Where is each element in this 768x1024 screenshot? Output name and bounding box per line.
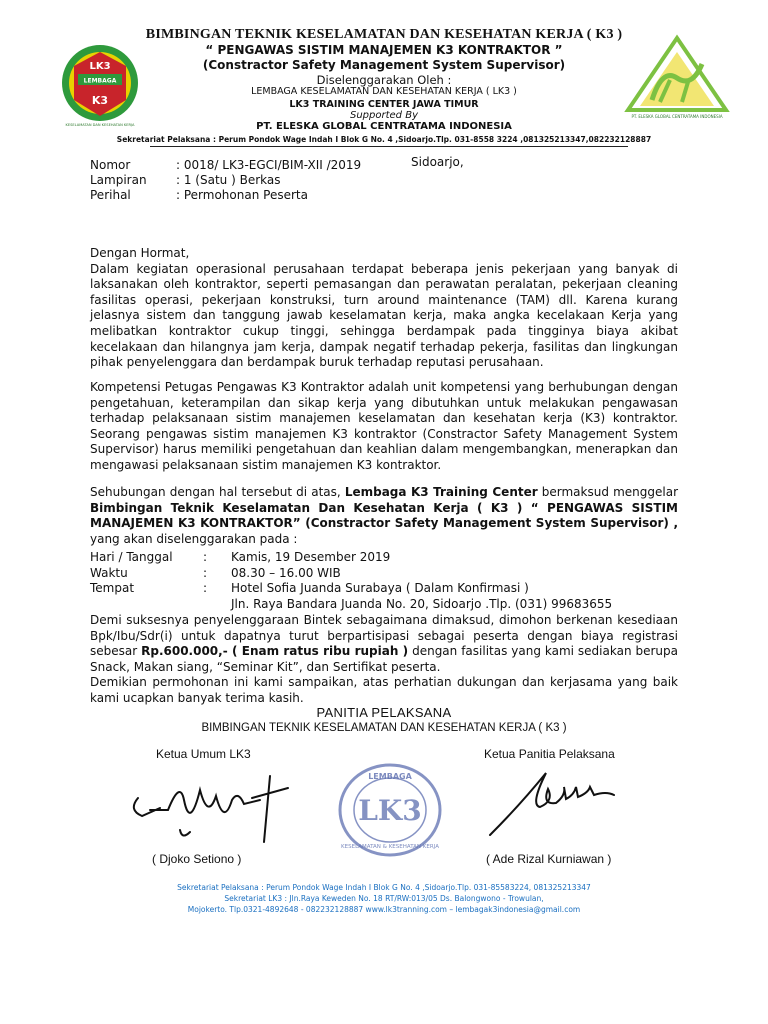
left-signer-name: ( Djoko Setiono ) <box>152 852 242 866</box>
paragraph-3-block <box>90 485 678 547</box>
header-divider <box>150 146 628 147</box>
stamp-center-text: LK3 <box>358 794 422 827</box>
footer-line-3: Mojokerto. Tlp.0321-4892648 - 082232128887 www.lk3tranning.com – lembagak3indonesia@gmail.com <box>187 905 581 914</box>
logo-left-bottom: K3 <box>91 94 109 107</box>
paragraph-3 <box>90 485 678 547</box>
nomor-label: Nomor <box>90 158 131 172</box>
header-title: BIMBINGAN TEKNIK KESELAMATAN DAN KESEHATAN KERJA ( K3 ) <box>145 27 623 42</box>
paragraph-4-block <box>90 613 678 707</box>
header-organized-by: Diselenggarakan Oleh : <box>316 73 452 87</box>
letter-place: Sidoarjo, <box>411 155 464 169</box>
p4-a: Demi suksesnya penyelenggaraan Bintek sebagaimana dimaksud, dimohon berkenan kesediaan Bpk/Ibu/Sdr(i) untuk dapatnya turut berpartisipasi sebagai peserta dengan biaya registrasi sebesar <box>90 613 678 659</box>
left-signature <box>120 770 290 850</box>
stamp-top-text: LEMBAGA <box>368 772 412 781</box>
schedule-colon-2: : <box>203 566 208 580</box>
schedule-place-value-2: Jln. Raya Bandara Juanda No. 20, Sidoarjo .Tlp. (031) 99683655 <box>231 597 613 611</box>
header-supporter: PT. ELESKA GLOBAL CENTRATAMA INDONESIA <box>256 121 512 132</box>
schedule-day-label: Hari / Tanggal <box>90 550 173 564</box>
letter-body <box>90 246 678 371</box>
perihal-value: : Permohonan Peserta <box>176 188 308 202</box>
paragraph-2: Kompetensi Petugas Pengawas K3 Kontraktor adalah unit kompetensi yang berhubungan dengan pengetahuan, keterampilan dan sikap kerja yang dibutuhkan untuk melakukan pengawasan terhadap pelaksanaan sistim manajemen keselamatan dan kesehatan kerja (K3) kontraktor. Seorang pengawas sistim manajemen K3 kontraktor (Constractor Safety Management System Supervisor) harus memiliki pengetahuan dan keahlian dalam mengembangkan, menerapkan dan mengawasi pelaksanaan sistim manajemen K3 kontraktor. <box>90 380 678 472</box>
schedule-colon-3: : <box>203 581 208 595</box>
p3-a: Sehubungan dengan hal tersebut di atas, <box>90 485 345 499</box>
logo-left-text: LK3 <box>89 61 111 72</box>
right-signature <box>480 765 620 845</box>
footer-line-1: Sekretariat Pelaksana : Perum Pondok Wage Indah I Blok G No. 4 ,Sidoarjo.Tlp. 031-85583224, 081325213347 <box>177 883 591 892</box>
p4-fee: Rp.600.000,- ( Enam ratus ribu rupiah ) <box>141 644 409 659</box>
official-stamp <box>335 760 445 860</box>
paragraph-4 <box>90 613 678 675</box>
stamp-ring-text: KESELAMATAN & KESEHATAN KERJA <box>341 844 439 850</box>
logo-right-ring: PT. ELESKA GLOBAL CENTRATAMA INDONESIA <box>631 114 723 119</box>
nomor-value: : 0018/ LK3-EGCI/BIM-XII /2019 <box>176 158 362 172</box>
schedule-colon-1: : <box>203 550 208 564</box>
footer-line-2: Sekretariat LK3 : Jln.Raya Keweden No. 18 RT/RW:013/05 Ds. Balongwono - Trowulan, <box>224 894 544 903</box>
perihal-label: Perihal <box>90 188 131 202</box>
schedule-time-value: 08.30 – 16.00 WIB <box>231 566 341 580</box>
schedule-time-label: Waktu <box>90 566 128 580</box>
logo-left-sub: LEMBAGA <box>83 77 117 85</box>
header-org-center: LK3 TRAINING CENTER JAWA TIMUR <box>289 99 479 110</box>
committee-title: PANITIA PELAKSANA <box>316 705 452 720</box>
committee-subtitle: BIMBINGAN TEKNIK KESELAMATAN DAN KESEHATAN KERJA ( K3 ) <box>201 722 567 734</box>
greeting: Dengan Hormat, <box>90 246 190 260</box>
lampiran-label: Lampiran <box>90 173 147 187</box>
p3-c: bermaksud menggelar <box>537 485 678 499</box>
right-signer-title: Ketua Panitia Pelaksana <box>484 747 615 761</box>
paragraph-2-block <box>90 380 678 474</box>
p3-org: Lembaga K3 Training Center <box>344 485 538 499</box>
paragraph-1: Dalam kegiatan operasional perusahaan terdapat beberapa jenis pekerjaan yang banyak di laksanakan oleh kontraktor, seperti pemasangan dan perawatan peralatan, pekerjaan cleaning fasilitas operasi, pekerjaan konstruksi, turn around maintenance (TAM) dll. Karena kurang jelasnya sistem dan tanggung jawab keselamatan kerja, maka angka kecelakaan Kerja yang melibatkan kontraktor cukup tinggi, sehingga berdampak pada tingginya biaya akibat kecelakaan dan hilangnya jam kerja, dampak negatif terhadap pekerja, fasilitas dan lingkungan pihak penyelenggara dan berdampak buruk terhadap reputasi perusahaan. <box>90 261 678 370</box>
p4-c: dengan fasilitas yang kami sediakan berupa Snack, Makan siang, “Seminar Kit”, dan Sertifikat peserta. <box>90 644 678 674</box>
schedule-place-value: Hotel Sofia Juanda Surabaya ( Dalam Konfirmasi ) <box>231 581 529 595</box>
logo-left-ring: KESELAMATAN DAN KESEHATAN KERJA <box>65 123 135 127</box>
header-supported-by: Supported By <box>350 110 418 121</box>
left-signer-title: Ketua Umum LK3 <box>156 747 251 761</box>
p3-event: Bimbingan Teknik Keselamatan Dan Kesehatan Kerja ( K3 ) “ PENGAWAS SISTIM MANAJEMEN K3 KONTRAKTOR” (Constractor Safety Management System Supervisor) , <box>90 500 678 531</box>
paragraph-5: Demikian permohonan ini kami sampaikan, atas perhatian dukungan dan kerjasama yang baik kami ucapkan banyak terima kasih. <box>90 675 678 705</box>
header-subtitle: “ PENGAWAS SISTIM MANAJEMEN K3 KONTRAKTOR ” <box>205 43 563 57</box>
schedule-place-label: Tempat <box>90 581 135 595</box>
header-subtitle-en: (Constractor Safety Management System Supervisor) <box>202 58 566 72</box>
right-signer-name: ( Ade Rizal Kurniawan ) <box>486 852 612 866</box>
p3-e: yang akan diselenggarakan pada : <box>90 531 298 546</box>
lampiran-value: : 1 (Satu ) Berkas <box>176 173 281 187</box>
schedule-day-value: Kamis, 19 Desember 2019 <box>231 550 391 564</box>
header-org-name: LEMBAGA KESELAMATAN DAN KESEHATAN KERJA ( LK3 ) <box>251 86 517 97</box>
header-secretariat: Sekretariat Pelaksana : Perum Pondok Wage Indah I Blok G No. 4 ,Sidoarjo.Tlp. 031-8558 3224 ,081325213347,082232128887 <box>116 135 652 144</box>
